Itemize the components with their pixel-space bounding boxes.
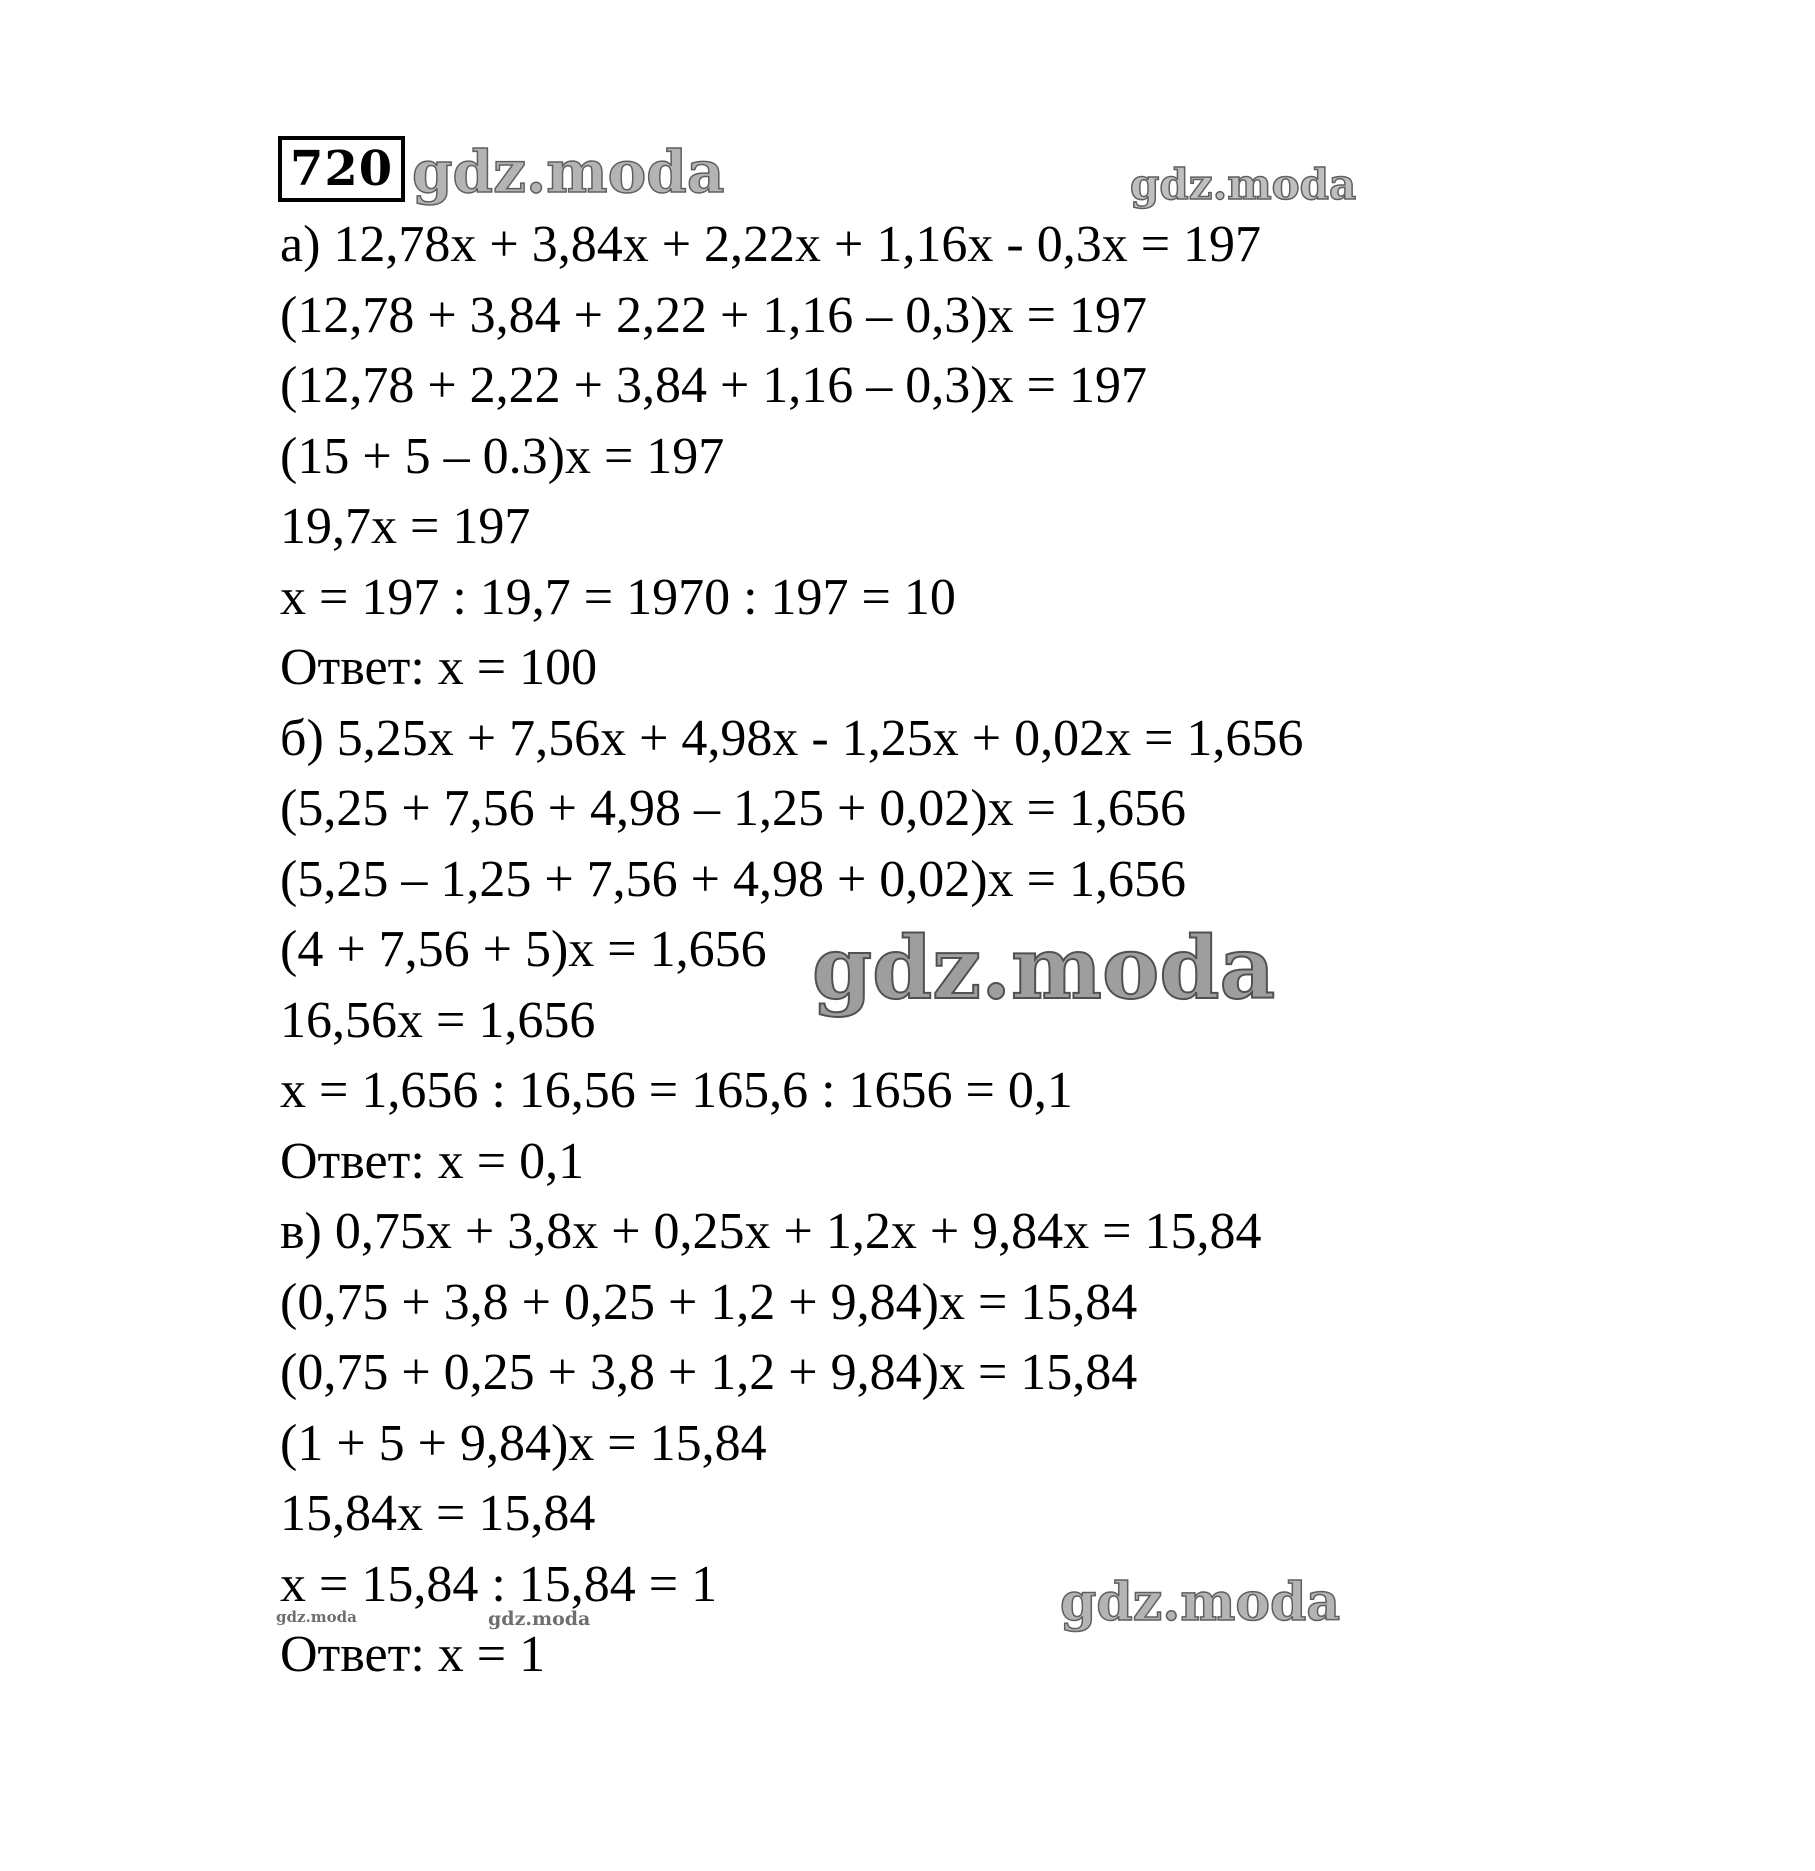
watermark: gdz.moda: [412, 138, 725, 206]
solution-line: x = 1,656 : 16,56 = 165,6 : 1656 = 0,1: [280, 1062, 1073, 1119]
watermark: gdz.moda: [488, 1608, 591, 1630]
solution-line: (15 + 5 – 0.3)x = 197: [280, 427, 725, 485]
solution-line: в) 0,75x + 3,8x + 0,25x + 1,2x + 9,84x = 15,84: [280, 1203, 1262, 1260]
solution-line: (5,25 – 1,25 + 7,56 + 4,98 + 0,02)x = 1,656: [280, 850, 1186, 908]
solution-line: (12,78 + 3,84 + 2,22 + 1,16 – 0,3)x = 197: [280, 286, 1147, 344]
watermark: gdz.moda: [1060, 1572, 1341, 1633]
problem-number-box: 720: [278, 136, 405, 202]
solution-line: (12,78 + 2,22 + 3,84 + 1,16 – 0,3)x = 197: [280, 357, 1147, 414]
watermark: gdz.moda: [276, 1608, 357, 1626]
watermark: gdz.moda: [1130, 160, 1357, 209]
solution-line: (5,25 + 7,56 + 4,98 – 1,25 + 0,02)x = 1,656: [280, 780, 1186, 837]
solution-line: x = 15,84 : 15,84 = 1: [280, 1555, 718, 1613]
solution-line: (0,75 + 3,8 + 0,25 + 1,2 + 9,84)x = 15,84: [280, 1273, 1138, 1331]
solution-line: x = 197 : 19,7 = 1970 : 197 = 10: [280, 568, 956, 626]
answer-line: Ответ: x = 0,1: [280, 1132, 585, 1190]
solution-lines: [280, 210, 1303, 1691]
solution-line: а) 12,78x + 3,84x + 2,22x + 1,16x - 0,3x = 197: [280, 216, 1262, 273]
solution-line: (4 + 7,56 + 5)x = 1,656: [280, 921, 767, 978]
watermark: gdz.moda: [812, 918, 1276, 1019]
answer-line: Ответ: x = 100: [280, 639, 598, 696]
solution-line: (1 + 5 + 9,84)x = 15,84: [280, 1414, 767, 1472]
solution-line: 15,84x = 15,84: [280, 1485, 596, 1542]
solution-line: 16,56x = 1,656: [280, 991, 596, 1049]
solution-line: 19,7x = 197: [280, 498, 531, 555]
solution-line: (0,75 + 0,25 + 3,8 + 1,2 + 9,84)x = 15,84: [280, 1344, 1138, 1401]
solution-line: б) 5,25x + 7,56x + 4,98x - 1,25x + 0,02x = 1,656: [280, 709, 1304, 767]
answer-line: Ответ: x = 1: [280, 1626, 546, 1683]
